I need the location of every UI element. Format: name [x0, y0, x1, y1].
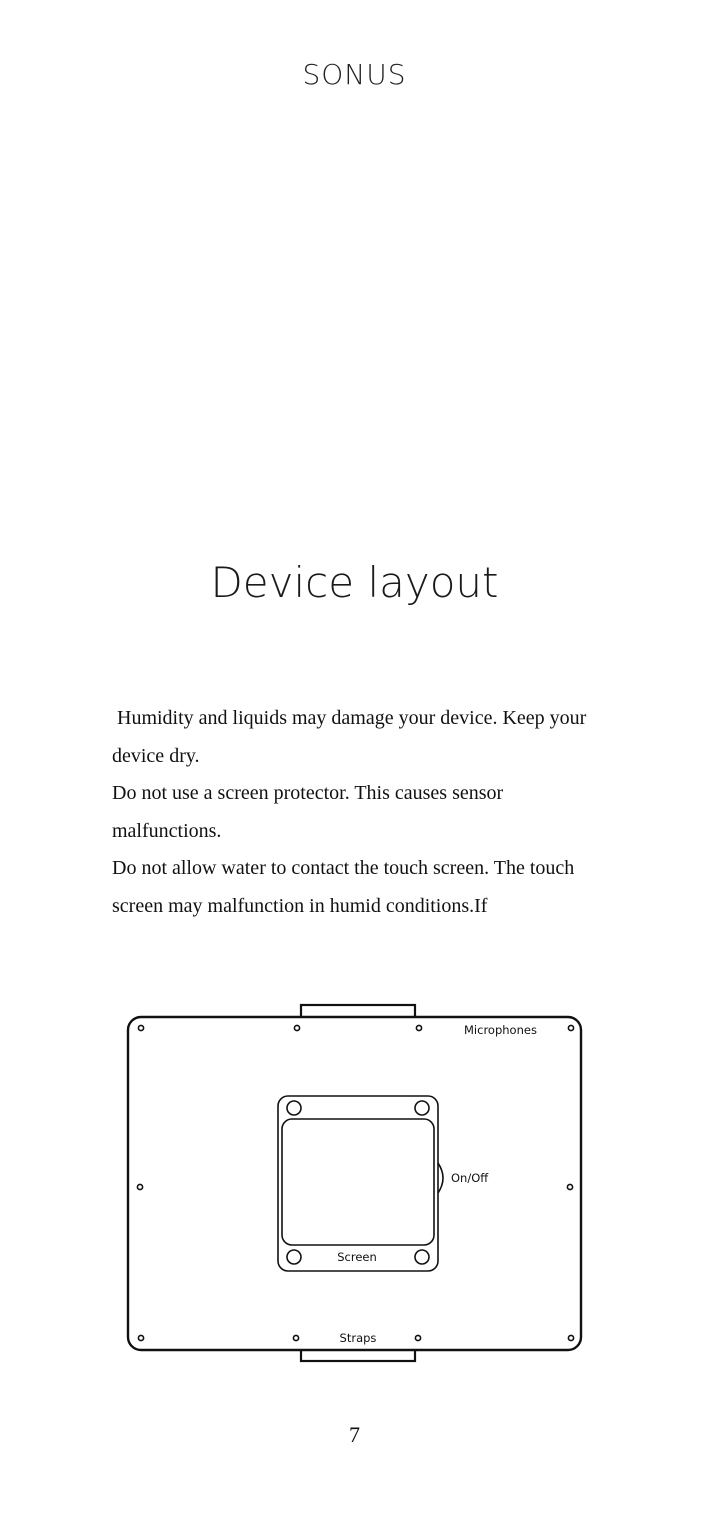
device-layout-diagram [0, 990, 709, 1380]
paragraph-humidity: Humidity and liquids may damage your device. Keep your device dry. [112, 707, 592, 767]
brand-header: SONUS [302, 58, 407, 91]
screw-icon [415, 1101, 429, 1115]
microphones-label: Microphones [464, 1023, 537, 1037]
mic-hole [567, 1184, 572, 1189]
warning-text [112, 700, 612, 925]
mic-hole [138, 1335, 143, 1340]
mic-hole [568, 1335, 573, 1340]
screen-display [282, 1119, 434, 1245]
screw-icon [415, 1250, 429, 1264]
on-off-label: On/Off [451, 1171, 489, 1185]
screw-icon [287, 1101, 301, 1115]
mic-hole [568, 1025, 573, 1030]
mic-hole [137, 1184, 142, 1189]
page-number: 7 [349, 1422, 360, 1447]
mic-hole [294, 1025, 299, 1030]
paragraph-water: Do not allow water to contact the touch screen. The touch screen may malfunction in humid conditions.If [112, 857, 575, 917]
straps-label: Straps [339, 1331, 377, 1345]
page-title: Device layout [210, 558, 499, 607]
mic-hole [415, 1335, 420, 1340]
paragraph-screen-protector: Do not use a screen protector. This causes sensor malfunctions. [112, 782, 504, 842]
device-diagram-svg [0, 990, 709, 1380]
screw-icon [287, 1250, 301, 1264]
mic-hole [416, 1025, 421, 1030]
mic-hole [293, 1335, 298, 1340]
mic-hole [138, 1025, 143, 1030]
screen-label: Screen [337, 1250, 377, 1264]
